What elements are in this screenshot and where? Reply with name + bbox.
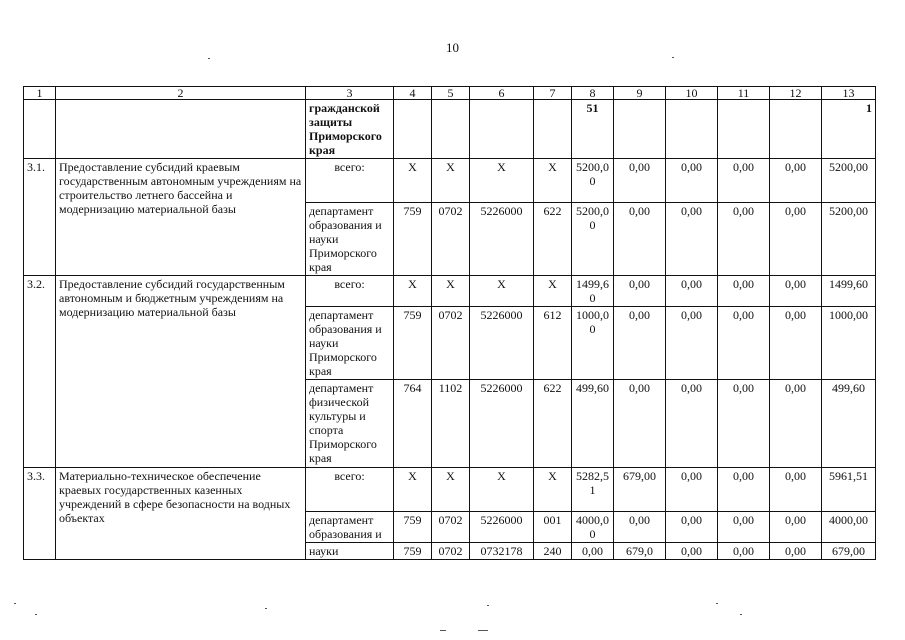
scan-speck: [14, 603, 16, 604]
executor-cell: департамент физической культуры и спорта Приморского края: [306, 380, 394, 468]
header-cell: 9: [614, 87, 666, 100]
table-row: 3.2. Предоставление субсидий государственным автономным и бюджетным учреждениям на модернизацию материальной базы всего: Х Х Х Х 1499,60 0,00 0,00 0,00 0,00 1499,60: [24, 276, 876, 307]
executor-cell: департамент образования и науки Приморского края: [306, 307, 394, 380]
header-row: [24, 87, 876, 100]
scan-speck: [672, 57, 674, 58]
scan-speck: [487, 605, 489, 606]
executor-cell: гражданской защиты Приморского края: [306, 100, 394, 159]
header-cell: 11: [718, 87, 770, 100]
header-cell: 8: [572, 87, 614, 100]
executor-cell: всего:: [306, 468, 394, 512]
item-name: Материально-техническое обеспечение краевых государственных казенных учреждений в сфере безопасности на водных объектах: [56, 468, 306, 560]
executor-cell: департамент образования и науки Приморского края: [306, 203, 394, 276]
header-cell: 12: [770, 87, 822, 100]
budget-table: [23, 86, 876, 560]
table-row: департамент физической культуры и спорта Приморского края 764 1102 5226000 622 499,60 0,00 0,00 0,00 0,00 499,60: [24, 380, 876, 468]
header-cell: 4: [394, 87, 432, 100]
executor-cell: департамент образования и: [306, 512, 394, 543]
continuation-row: [24, 100, 876, 159]
scan-speck: [35, 614, 37, 615]
scan-speck: [208, 58, 210, 59]
scan-speck: [265, 608, 267, 609]
executor-cell: науки: [306, 543, 394, 560]
amount-cell: 51: [572, 100, 614, 159]
item-name: Предоставление субсидий государственным автономным и бюджетным учреждениям на модернизацию материальной базы: [56, 276, 306, 468]
header-cell: 10: [666, 87, 718, 100]
table-row: департамент образования и науки Приморского края 759 0702 5226000 622 5200,00 0,00 0,00 0,00 0,00 5200,00: [24, 203, 876, 276]
executor-cell: всего:: [306, 276, 394, 307]
table-row: департамент образования и науки Приморского края 759 0702 5226000 612 1000,00 0,00 0,00 0,00 0,00 1000,00: [24, 307, 876, 380]
table-row: 3.1. Предоставление субсидий краевым государственным автономным учреждениям на строительство летнего бассейна и модернизацию материальной базы всего: Х Х Х Х 5200,00 0,00 0,00 0,00 0,00 5200,00: [24, 159, 876, 203]
header-cell: 13: [822, 87, 876, 100]
header-cell: 1: [24, 87, 56, 100]
header-cell: 2: [56, 87, 306, 100]
total-cell: 1: [822, 100, 876, 159]
header-cell: 5: [432, 87, 470, 100]
scan-speck: [716, 603, 718, 604]
item-number: 3.1.: [24, 159, 56, 276]
table-row: департамент образования и 759 0702 5226000 001 4000,00 0,00 0,00 0,00 0,00 4000,00: [24, 512, 876, 543]
item-name: Предоставление субсидий краевым государственным автономным учреждениям на строительство летнего бассейна и модернизацию материальной базы: [56, 159, 306, 276]
table-row: 3.3. Материально-техническое обеспечение краевых государственных казенных учреждений в сфере безопасности на водных объектах всего: Х Х Х Х 5282,51 679,00 0,00 0,00 0,00 5961,51: [24, 468, 876, 512]
item-number: 3.2.: [24, 276, 56, 468]
executor-cell: всего:: [306, 159, 394, 203]
scan-speck: [478, 630, 488, 631]
item-number: 3.3.: [24, 468, 56, 560]
header-cell: 7: [534, 87, 572, 100]
header-cell: 3: [306, 87, 394, 100]
scan-speck: [740, 614, 742, 615]
scan-speck: [440, 630, 446, 631]
table-row: науки 759 0702 0732178 240 0,00 679,0 0,00 0,00 0,00 679,00: [24, 543, 876, 560]
page-number: 10: [446, 40, 459, 55]
header-cell: 6: [470, 87, 534, 100]
